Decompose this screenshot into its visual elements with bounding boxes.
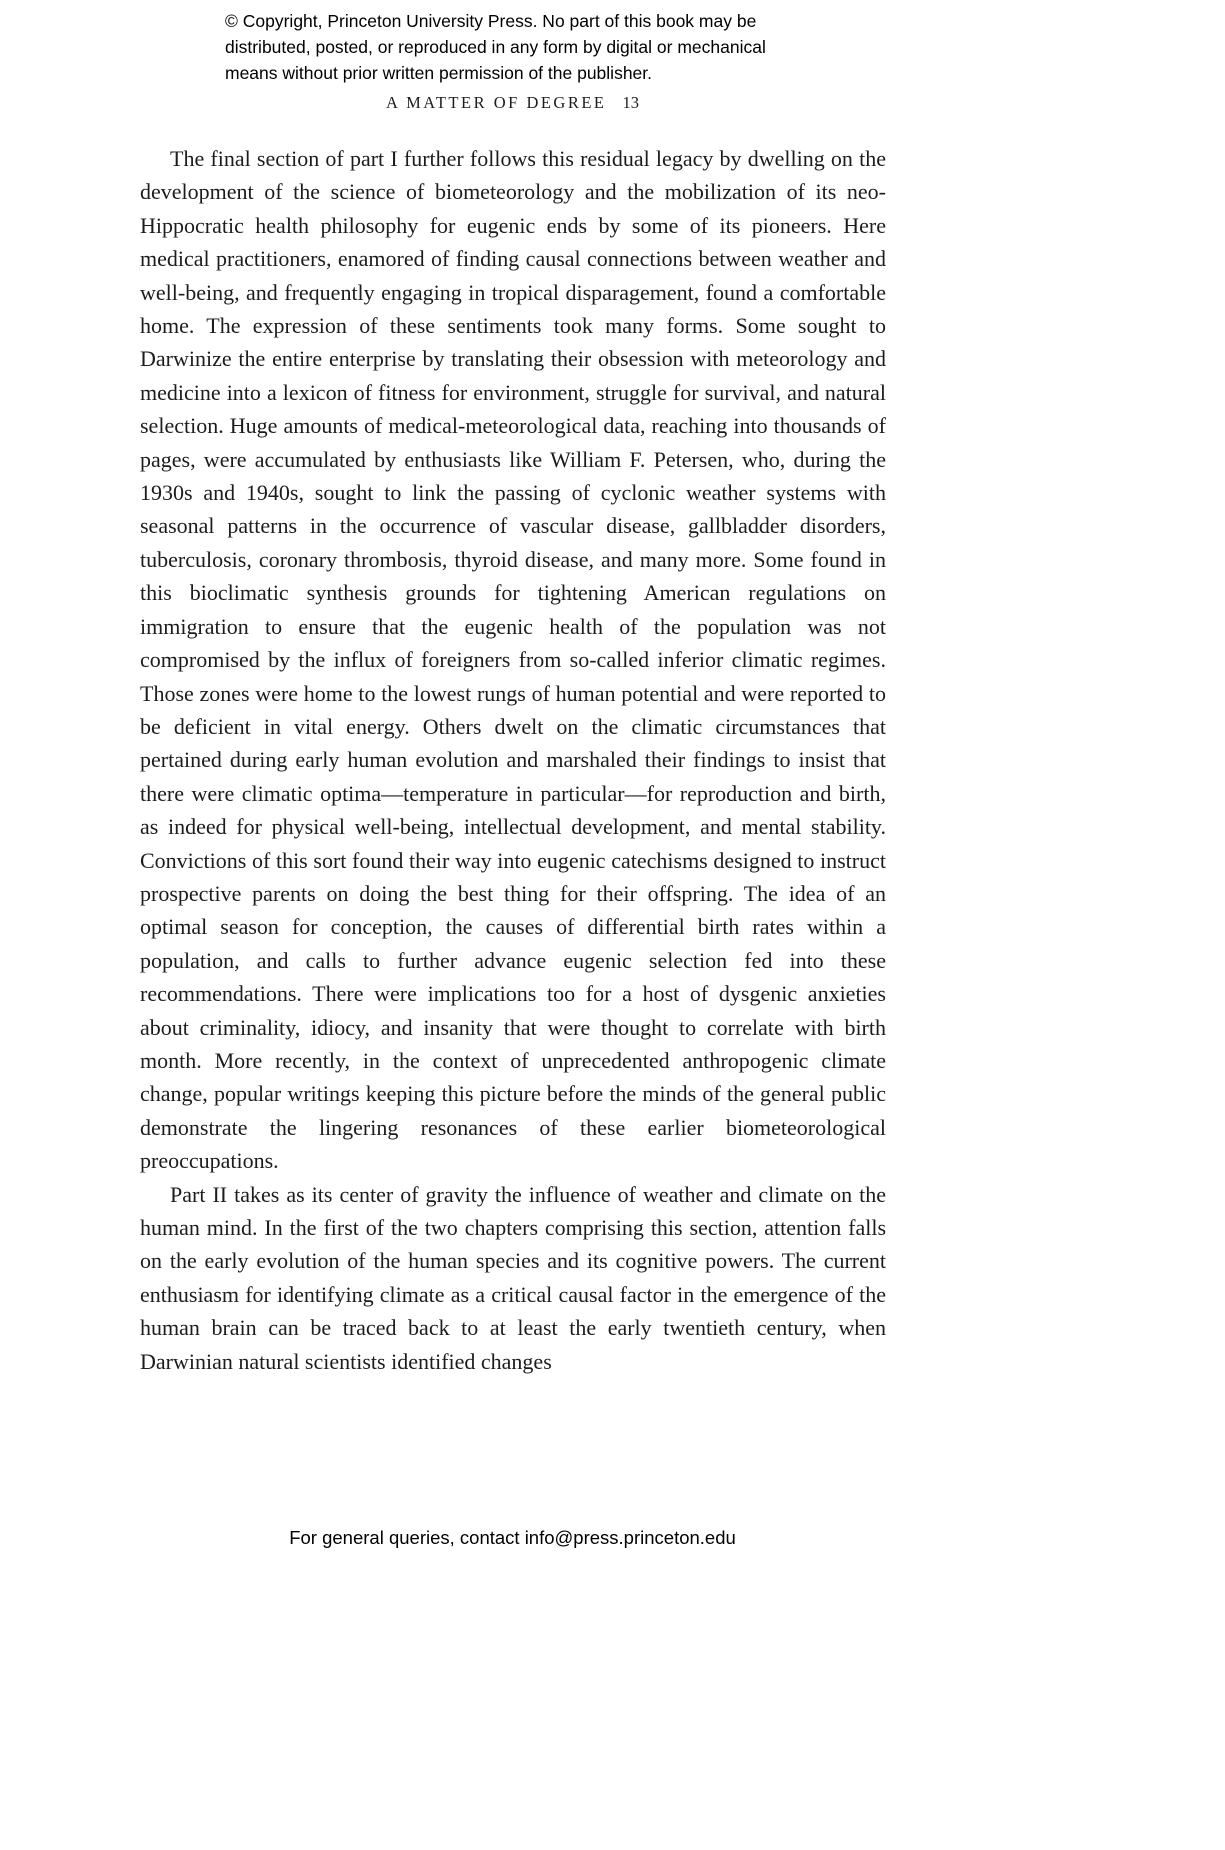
running-head-title: A MATTER OF DEGREE <box>385 93 607 112</box>
paragraph-1: The final section of part I further follows this residual legacy by dwelling on the development of the science of biometeorology and the mobilization of its neo-Hippocratic health philosophy for eugenic ends by some of its pioneers. Here medical practitioners, enamored of finding causal connections between weather and well-being, and frequently engaging in tropical disparagement, found a comfortable home. The expression of these sentiments took many forms. Some sought to Darwinize the entire enterprise by translating their obsession with meteorology and medicine into a lexicon of fitness for environment, struggle for survival, and natural selection. Huge amounts of medical-meteorological data, reaching into thousands of pages, were accumulated by enthusiasts like William F. Petersen, who, during the 1930s and 1940s, sought to link the passing of cyclonic weather systems with seasonal patterns in the occurrence of vascular disease, gallbladder disorders, tuberculosis, coronary thrombosis, thyroid disease, and many more. Some found in this bioclimatic synthesis grounds for tightening American regulations on immigration to ensure that the eugenic health of the population was not compromised by the influx of foreigners from so-called inferior climatic regimes. Those zones were home to the lowest rungs of human potential and were reported to be deficient in vital energy. Others dwelt on the climatic circumstances that pertained during early human evolution and marshaled their findings to insist that there were climatic optima—temperature in particular—for reproduction and birth, as indeed for physical well-being, intellectual development, and mental stability. Convictions of this sort found their way into eugenic catechisms designed to instruct prospective parents on doing the best thing for their offspring. The idea of an optimal season for conception, the causes of differential birth rates within a population, and calls to further advance eugenic selection fed into these recommendations. There were implications too for a host of dysgenic anxieties about criminality, idiocy, and insanity that were thought to correlate with birth month. More recently, in the context of unprecedented anthropogenic climate change, popular writings keeping this picture before the minds of the general public demonstrate the lingering resonances of these earlier biometeorological preoccupations. <box>140 146 886 1174</box>
running-head <box>140 93 885 113</box>
page-number: 13 <box>622 93 640 112</box>
copyright-line-3: means without prior written permission of the publisher. <box>225 63 653 83</box>
body-text-block <box>140 142 886 1378</box>
copyright-line-2: distributed, posted, or reproduced in any form by digital or mechanical <box>225 37 766 57</box>
copyright-notice <box>225 8 865 86</box>
paragraph-2: Part II takes as its center of gravity the influence of weather and climate on the human mind. In the first of the two chapters comprising this section, attention falls on the early evolution of the human species and its cognitive powers. The current enthusiasm for identifying climate as a critical causal factor in the emergence of the human brain can be traced back to at least the early twentieth century, when Darwinian natural scientists identified changes <box>140 1181 886 1374</box>
footer-contact: For general queries, contact info@press.princeton.edu <box>289 1527 736 1548</box>
copyright-line-1: © Copyright, Princeton University Press. No part of this book may be <box>225 11 757 31</box>
